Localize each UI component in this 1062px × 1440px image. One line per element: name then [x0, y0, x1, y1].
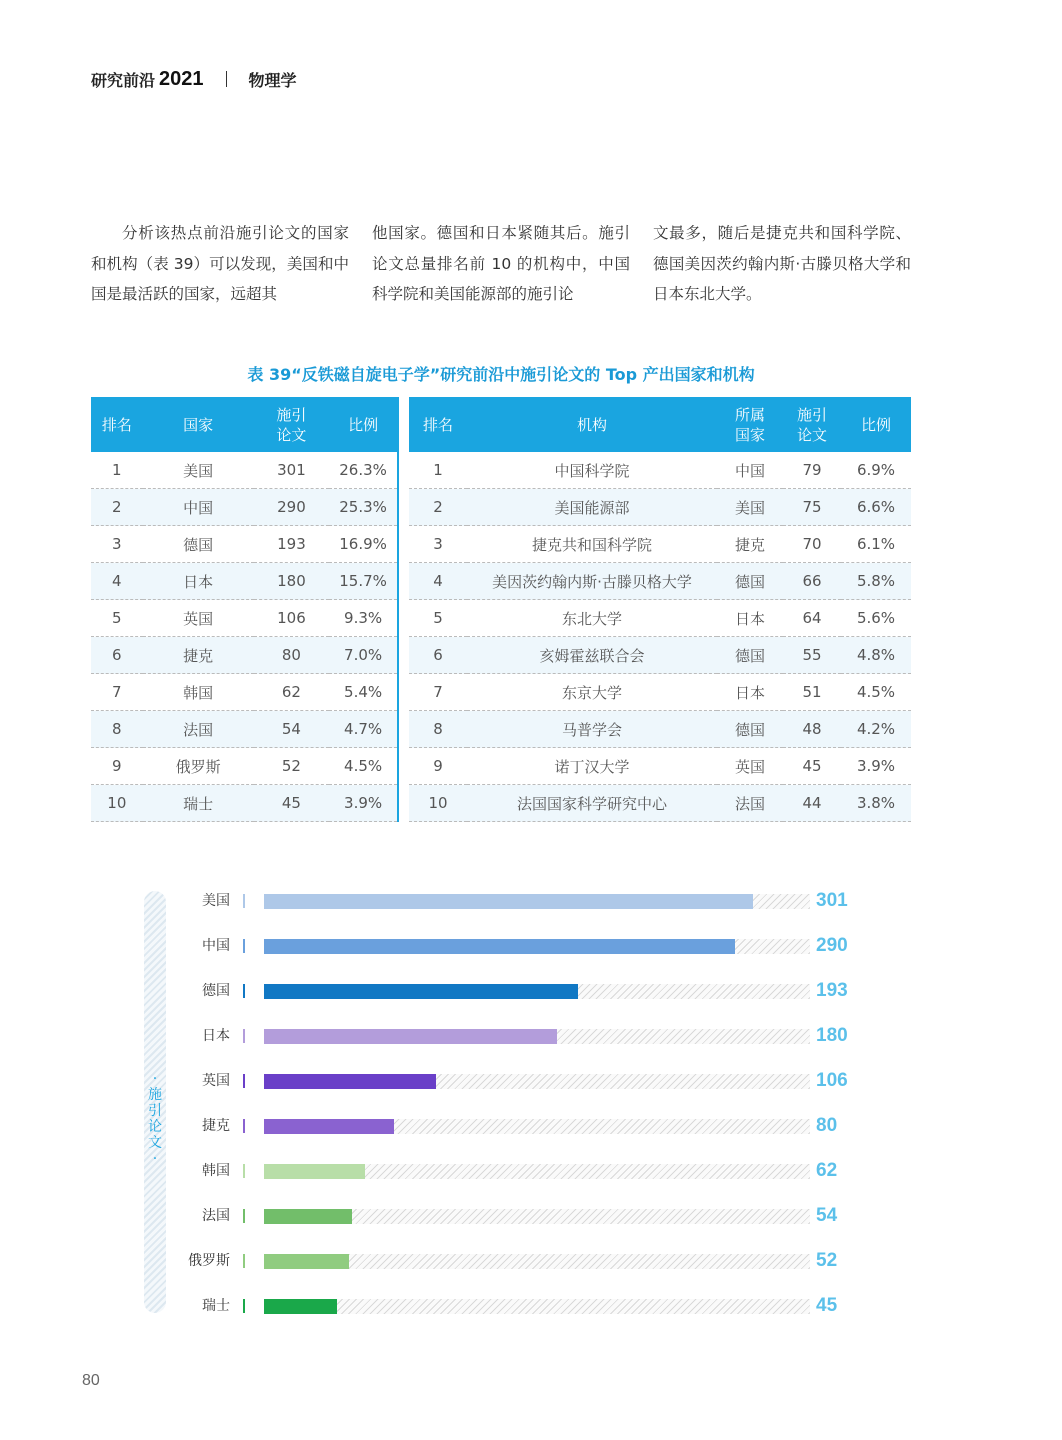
institution-table-body: [409, 452, 911, 822]
table-cell: 法国: [143, 711, 254, 748]
table-cell: 80: [254, 637, 330, 674]
country_table-header-2: 施引 论文: [254, 397, 330, 452]
table-cell: 6.9%: [841, 452, 911, 489]
bar-row: [140, 1294, 880, 1318]
table-cell: 4: [91, 563, 143, 600]
category-tick: [243, 984, 245, 998]
bar: [264, 1074, 436, 1089]
paragraph-part-1: 分析该热点前沿施引论文的国家和机构（表 39）可以发现，美国和中国是最活跃的国家，远超其: [91, 224, 349, 303]
table-cell: 290: [254, 489, 330, 526]
country-table: [91, 397, 399, 822]
institution_table-header-4: 比例: [841, 397, 911, 452]
table-row: [91, 785, 398, 822]
table-cell: 6: [409, 637, 467, 674]
table-row: [409, 526, 911, 563]
text-column-3: [653, 218, 911, 310]
table-cell: 日本: [717, 600, 783, 637]
table-cell: 2: [409, 489, 467, 526]
institution_table-header-3: 施引 论文: [783, 397, 841, 452]
institution_table-header-1: 机构: [467, 397, 717, 452]
bar-row: [140, 934, 880, 958]
page-number: 80: [82, 1372, 100, 1389]
table-cell: 英国: [143, 600, 254, 637]
table-cell: 日本: [143, 563, 254, 600]
country_table-header-3: 比例: [329, 397, 398, 452]
text-column-2: [372, 218, 630, 310]
table-cell: 52: [254, 748, 330, 785]
bar-track: [264, 1299, 810, 1314]
table-cell: 70: [783, 526, 841, 563]
value-label: 106: [816, 1070, 848, 1091]
table-row: [91, 637, 398, 674]
table-row: [409, 711, 911, 748]
category-tick: [243, 1209, 245, 1223]
table-cell: 6.1%: [841, 526, 911, 563]
institution-table: [409, 397, 911, 822]
bar-track: [264, 894, 810, 909]
table-cell: 6: [91, 637, 143, 674]
table-cell: 75: [783, 489, 841, 526]
table-cell: 美因茨约翰内斯·古滕贝格大学: [467, 563, 717, 600]
bar: [264, 1029, 557, 1044]
bar-row: [140, 1204, 880, 1228]
table-cell: 俄罗斯: [143, 748, 254, 785]
table-cell: 捷克: [143, 637, 254, 674]
table-cell: 8: [91, 711, 143, 748]
table-cell: 7.0%: [329, 637, 398, 674]
table-cell: 捷克: [717, 526, 783, 563]
bar-row: [140, 979, 880, 1003]
table-cell: 1: [409, 452, 467, 489]
table-cell: 瑞士: [143, 785, 254, 822]
table-cell: 193: [254, 526, 330, 563]
institution_table-header-0: 排名: [409, 397, 467, 452]
table-cell: 德国: [143, 526, 254, 563]
value-label: 80: [816, 1115, 838, 1136]
header-subject: 物理学: [248, 70, 297, 90]
table-row: [91, 489, 398, 526]
bar-track: [264, 1119, 810, 1134]
category-label: 捷克: [202, 1118, 230, 1134]
table-cell: 诺丁汉大学: [467, 748, 717, 785]
table-cell: 301: [254, 452, 330, 489]
table-cell: 7: [91, 674, 143, 711]
value-label: 45: [816, 1295, 838, 1316]
table-row: [409, 563, 911, 600]
table-cell: 5.4%: [329, 674, 398, 711]
category-tick: [243, 894, 245, 908]
y-axis-label: · 施 引 论 文 ·: [148, 1071, 162, 1167]
table-cell: 4.8%: [841, 637, 911, 674]
bar: [264, 1254, 349, 1269]
category-label: 法国: [202, 1208, 230, 1224]
table-cell: 9: [409, 748, 467, 785]
table-cell: 180: [254, 563, 330, 600]
table-cell: 45: [783, 748, 841, 785]
table-cell: 马普学会: [467, 711, 717, 748]
table-row: [91, 563, 398, 600]
table-cell: 东京大学: [467, 674, 717, 711]
category-tick: [243, 1029, 245, 1043]
country-table-header: [91, 397, 398, 452]
table-cell: 5: [409, 600, 467, 637]
value-label: 301: [816, 890, 848, 911]
bar-row: [140, 1024, 880, 1048]
table-cell: 4.5%: [329, 748, 398, 785]
bar: [264, 984, 578, 999]
bar: [264, 1299, 337, 1314]
table-cell: 英国: [717, 748, 783, 785]
table-cell: 1: [91, 452, 143, 489]
table-cell: 10: [91, 785, 143, 822]
table-row: [409, 452, 911, 489]
header-title: 研究前沿: [91, 70, 156, 90]
table-cell: 美国能源部: [467, 489, 717, 526]
category-tick: [243, 1074, 245, 1088]
category-label: 德国: [202, 983, 230, 999]
table-row: [91, 748, 398, 785]
table-cell: 48: [783, 711, 841, 748]
table-row: [91, 600, 398, 637]
table-cell: 3: [409, 526, 467, 563]
table-row: [409, 785, 911, 822]
category-label: 英国: [202, 1073, 230, 1089]
category-label: 韩国: [202, 1163, 230, 1179]
table-cell: 51: [783, 674, 841, 711]
table-cell: 德国: [717, 637, 783, 674]
value-label: 290: [816, 935, 848, 956]
bar-row: [140, 1114, 880, 1138]
table-cell: 79: [783, 452, 841, 489]
table-row: [409, 748, 911, 785]
country_table-header-1: 国家: [143, 397, 254, 452]
table-cell: 3.8%: [841, 785, 911, 822]
table-cell: 66: [783, 563, 841, 600]
text-column-1: [91, 218, 349, 310]
category-label: 瑞士: [202, 1298, 230, 1314]
value-label: 193: [816, 980, 848, 1001]
table-row: [91, 452, 398, 489]
table-cell: 2: [91, 489, 143, 526]
table-cell: 5.8%: [841, 563, 911, 600]
bar-track: [264, 984, 810, 999]
table-cell: 3.9%: [329, 785, 398, 822]
table-row: [91, 711, 398, 748]
category-tick: [243, 1164, 245, 1178]
category-label: 俄罗斯: [188, 1253, 230, 1269]
paragraph-part-3: 文最多，随后是捷克共和国科学院、德国美因茨约翰内斯·古滕贝格大学和日本东北大学。: [653, 224, 911, 303]
table-cell: 亥姆霍兹联合会: [467, 637, 717, 674]
table-caption: 表 39“反铁磁自旋电子学”研究前沿中施引论文的 Top 产出国家和机构: [247, 365, 755, 384]
bar-track: [264, 939, 810, 954]
table-cell: 法国国家科学研究中心: [467, 785, 717, 822]
category-tick: [243, 1299, 245, 1313]
table-cell: 中国: [717, 452, 783, 489]
institution-table-header: [409, 397, 911, 452]
category-tick: [243, 1254, 245, 1268]
table-cell: 韩国: [143, 674, 254, 711]
category-tick: [243, 1119, 245, 1133]
value-label: 54: [816, 1205, 838, 1226]
table-cell: 106: [254, 600, 330, 637]
table-cell: 44: [783, 785, 841, 822]
body-paragraph: [91, 218, 911, 310]
bar-row: [140, 1249, 880, 1273]
table-row: [91, 674, 398, 711]
bar: [264, 939, 735, 954]
table-cell: 日本: [717, 674, 783, 711]
page-header: [91, 64, 297, 94]
table-row: [409, 600, 911, 637]
table-cell: 4.5%: [841, 674, 911, 711]
table-cell: 4.7%: [329, 711, 398, 748]
value-label: 180: [816, 1025, 848, 1046]
table-cell: 5: [91, 600, 143, 637]
table-cell: 62: [254, 674, 330, 711]
table-row: [409, 637, 911, 674]
table-cell: 26.3%: [329, 452, 398, 489]
table-cell: 3.9%: [841, 748, 911, 785]
table-row: [409, 489, 911, 526]
citing-papers-bar-chart: [140, 885, 880, 1325]
category-label: 美国: [202, 893, 230, 909]
bar-row: [140, 1159, 880, 1183]
table-row: [91, 526, 398, 563]
table-cell: 东北大学: [467, 600, 717, 637]
bar: [264, 1119, 394, 1134]
table-cell: 3: [91, 526, 143, 563]
table-cell: 德国: [717, 563, 783, 600]
bar-track: [264, 1029, 810, 1044]
table-cell: 9.3%: [329, 600, 398, 637]
table-cell: 7: [409, 674, 467, 711]
country-table-body: [91, 452, 398, 822]
table-cell: 中国: [143, 489, 254, 526]
table-cell: 德国: [717, 711, 783, 748]
bar-track: [264, 1254, 810, 1269]
paragraph-part-2: 他国家。德国和日本紧随其后。施引论文总量排名前 10 的机构中，中国科学院和美国能源部的施引论: [372, 224, 630, 303]
country_table-header-0: 排名: [91, 397, 143, 452]
header-divider: [226, 71, 227, 87]
bar-row: [140, 1069, 880, 1093]
table-cell: 美国: [717, 489, 783, 526]
header-year: 2021: [159, 67, 204, 90]
bar: [264, 1209, 352, 1224]
table-cell: 15.7%: [329, 563, 398, 600]
institution_table-header-2: 所属 国家: [717, 397, 783, 452]
bar-row: [140, 889, 880, 913]
table-cell: 25.3%: [329, 489, 398, 526]
value-label: 52: [816, 1250, 838, 1271]
table-cell: 法国: [717, 785, 783, 822]
bar: [264, 1164, 365, 1179]
table-cell: 16.9%: [329, 526, 398, 563]
bar-track: [264, 1209, 810, 1224]
table-cell: 55: [783, 637, 841, 674]
table-cell: 美国: [143, 452, 254, 489]
table-cell: 4: [409, 563, 467, 600]
value-label: 62: [816, 1160, 838, 1181]
table-cell: 64: [783, 600, 841, 637]
table-cell: 45: [254, 785, 330, 822]
table-cell: 54: [254, 711, 330, 748]
bar-track: [264, 1074, 810, 1089]
table-cell: 4.2%: [841, 711, 911, 748]
bar-track: [264, 1164, 810, 1179]
table-cell: 6.6%: [841, 489, 911, 526]
table-cell: 5.6%: [841, 600, 911, 637]
table-cell: 捷克共和国科学院: [467, 526, 717, 563]
table-row: [409, 674, 911, 711]
table-cell: 9: [91, 748, 143, 785]
table-cell: 10: [409, 785, 467, 822]
category-tick: [243, 939, 245, 953]
category-label: 中国: [202, 938, 230, 954]
table-cell: 中国科学院: [467, 452, 717, 489]
table-cell: 8: [409, 711, 467, 748]
category-label: 日本: [202, 1028, 230, 1044]
bar: [264, 894, 753, 909]
